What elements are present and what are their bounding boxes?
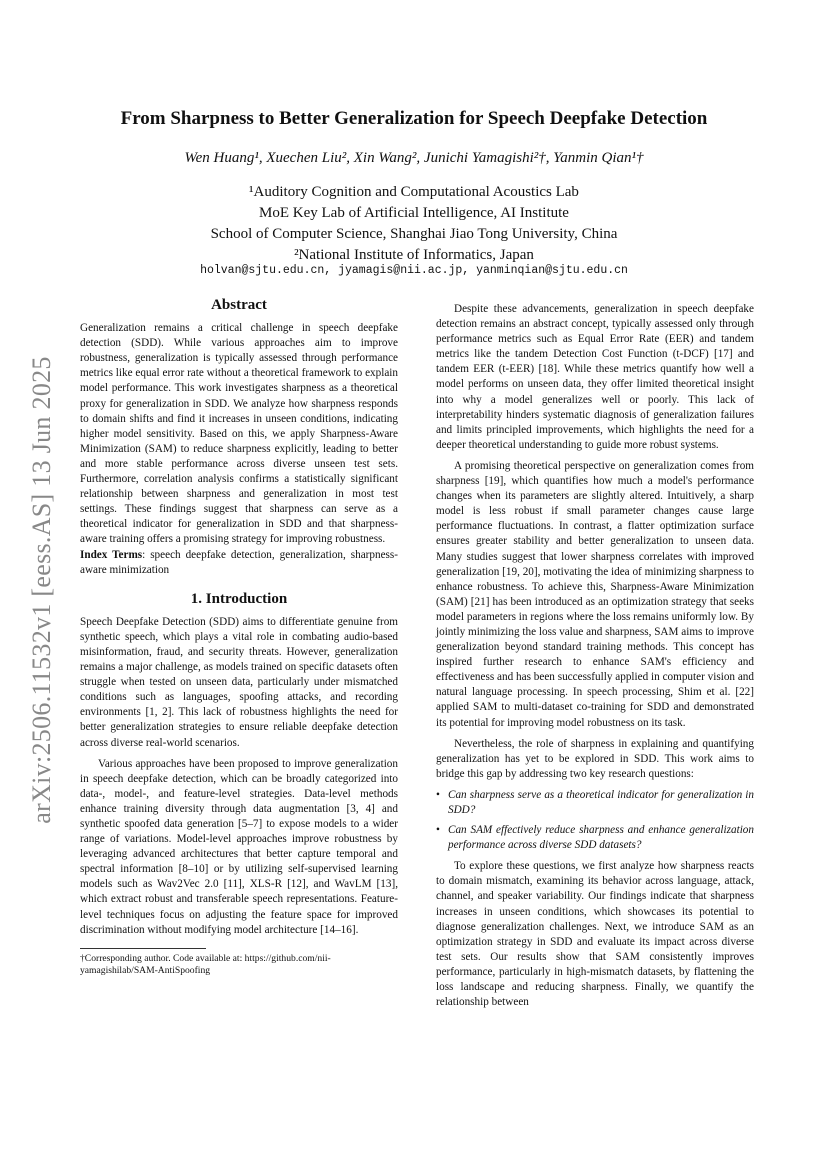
right-column bbox=[436, 302, 754, 1010]
introduction-heading: 1. Introduction bbox=[190, 590, 288, 607]
abstract-heading: Abstract bbox=[211, 297, 267, 313]
affiliation-line: ²National Institute of Informatics, Japan bbox=[294, 247, 534, 263]
paper-title: From Sharpness to Better Generalization for Speech Deepfake Detection bbox=[120, 108, 708, 129]
research-questions bbox=[436, 788, 754, 853]
arxiv-stamp bbox=[22, 335, 62, 845]
arxiv-stamp-text: arXiv:2506.11532v1 [eess.AS] 13 Jun 2025 bbox=[27, 356, 56, 824]
affiliation-line: ¹Auditory Cognition and Computational Acoustics Lab bbox=[249, 184, 579, 200]
footnote-rule bbox=[80, 948, 206, 949]
right-paragraph-3: Nevertheless, the role of sharpness in explaining and quantifying generalization has yet to be explored in SDD. This work aims to bridge this gap by addressing two key research questions: bbox=[436, 737, 754, 780]
right-paragraph-1: Despite these advancements, generalization in speech deepfake detection remains an abstract concept, typically assessed only through performance metrics such as Equal Error Rate (EER) and tandem metrics like the tandem Detection Cost Function (t-DCF) [17] and tandem EER (t-EER) [18]. While these metrics quantify how well a model performs on unseen data, they offer limited theoretical insight into why a model generalizes well or poorly. This lack of interpretability hinders systematic diagnosis of generalization failures and limits principled improvements, which highlights the need for a deeper theoretical understanding to guide more robust systems. bbox=[436, 303, 754, 451]
index-terms-text: : speech deepfake detection, generalization, sharpness-aware minimization bbox=[80, 548, 398, 576]
research-question: • Can sharpness serve as a theoretical indicator for generalization in SDD? bbox=[436, 788, 754, 818]
right-paragraph-4: To explore these questions, we first analyze how sharpness reacts to domain mismatch, examining its behavior across language, attack, channel, and speaker variability. Our findings indicate that sharpness increases in unseen conditions, which showcases its potential to diagnose generalization challenges. Next, we introduce SAM as an optimization strategy in SDD and evaluate its impact across diverse test sets. Our results show that SAM consistently improves performance, particularly in high-mismatch datasets, by flattening the loss landscape and reducing sharpness. Finally, we quantify the relationship between bbox=[436, 860, 754, 1009]
left-column bbox=[80, 298, 398, 977]
intro-paragraph-2: Various approaches have been proposed to improve generalization in speech deepfake detection, which can be broadly categorized into data-, model-, and feature-level strategies. Data-level methods enhance training diversity through data augmentation [3, 4] and synthetic spoofed data generation [5–7] to expose models to a wider range of variations. Model-level approaches improve robustness by leveraging advanced architectures that better capture temporal and spectral information [8–10] or by utilizing self-supervised learning models such as Wav2Vec 2.0 [11], XLS-R [12], and WavLM [13], which extract robust and transferable speech representations. Feature-level techniques focus on adjusting the feature space for improved discrimination without modifying model architecture [14–16]. bbox=[80, 757, 398, 936]
right-paragraph-2: A promising theoretical perspective on generalization comes from sharpness [19], which quantifies how much a model's performance changes when its parameters are slightly altered. Intuitively, a sharp model is less robust if small parameter changes cause large performance fluctuations. In contrast, a flatter optimization surface ensures greater stability and better generalization to unseen data. Many studies suggest that lower sharpness correlates with improved generalization [19, 20], motivating the idea of minimizing sharpness to enhance robustness. To achieve this, Sharpness-Aware Minimization (SAM) [21] has been introduced as an optimization strategy that seeks model parameters in regions where the loss remains uniformly low. By jointly minimizing the loss value and sharpness, SAM aims to improve generalization beyond standard training methods. This concept has inspired further research to enhance SAM's efficiency and effectiveness and has been successfully applied in computer vision and natural language processing. In speech processing, Shim et al. [22] applied SAM to multi-dataset co-training for SDD and demonstrated its potential for improving model robustness on its task. bbox=[436, 459, 754, 729]
index-terms-label: Index Terms bbox=[80, 548, 143, 561]
author-list: Wen Huang¹, Xuechen Liu², Xin Wang², Junichi Yamagishi²†, Yanmin Qian¹† bbox=[184, 150, 644, 166]
affiliation-line: School of Computer Science, Shanghai Jiao Tong University, China bbox=[210, 226, 618, 242]
footnote: †Corresponding author. Code available at: https://github.com/nii-yamagishilab/SAM-AntiSpoofing bbox=[80, 952, 331, 976]
index-terms bbox=[80, 548, 398, 578]
intro-paragraph-1: Speech Deepfake Detection (SDD) aims to differentiate genuine from synthetic speech, which plays a vital role in combating audio-based misinformation, fraud, and security threats. However, generalization remains a major challenge, as models trained on specific datasets often struggle when tested on unseen data, particularly under mismatched conditions such as languages, spoofing attacks, and recording environments [1, 2]. This lack of robustness highlights the need for better generalization strategies to ensure reliable deepfake detection across diverse real-world scenarios. bbox=[80, 615, 398, 749]
author-emails: holvan@sjtu.edu.cn, jyamagis@nii.ac.jp, yanminqian@sjtu.edu.cn bbox=[200, 264, 628, 277]
affiliations bbox=[80, 182, 748, 266]
abstract-text: Generalization remains a critical challenge in speech deepfake detection (SDD). While various approaches aim to improve robustness, generalization is typically assessed through performance metrics like equal error rate without a theoretical framework to explain model performance. This work investigates sharpness as a theoretical proxy for generalization in SDD. We analyze how sharpness responds to domain shifts and find it increases in unseen conditions, indicating higher model sensitivity. Based on this, we apply Sharpness-Aware Minimization (SAM) to reduce sharpness explicitly, leading to better and more stable performance across diverse unseen test sets. Furthermore, correlation analysis confirms a statistically significant relationship between sharpness and generalization in most test settings. These findings suggest that sharpness can serve as a theoretical indicator for generalization in SDD and that sharpness-aware training offers a promising strategy for improving robustness. bbox=[80, 322, 398, 546]
affiliation-line: MoE Key Lab of Artificial Intelligence, AI Institute bbox=[259, 205, 569, 221]
research-question: • Can SAM effectively reduce sharpness and enhance generalization performance across diverse SDD datasets? bbox=[436, 823, 754, 853]
